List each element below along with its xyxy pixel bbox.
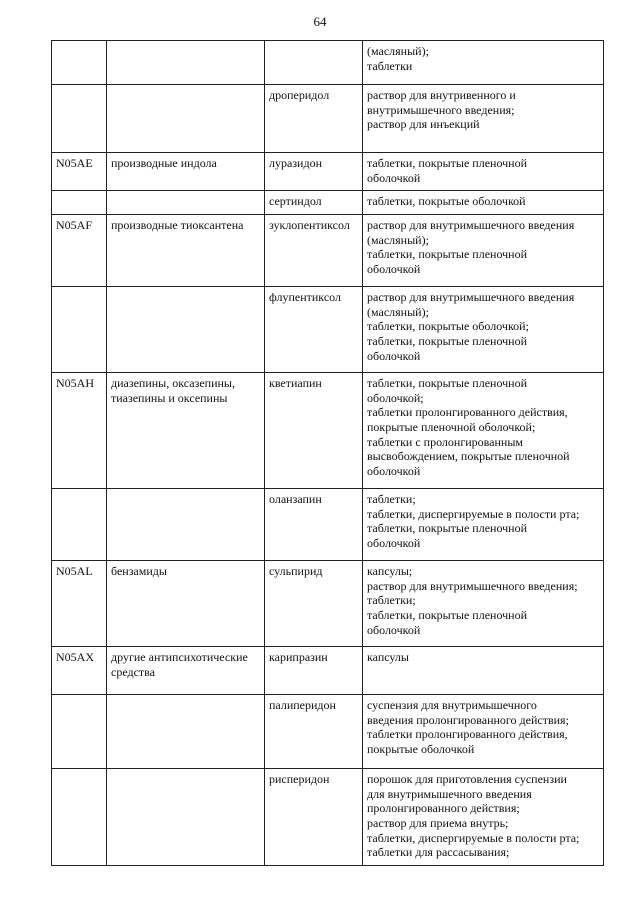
dosage-forms-cell [363, 561, 604, 647]
pharmacological-group-cell [107, 769, 265, 866]
drug-name: рисперидон [269, 772, 330, 787]
pharmacological-group-cell [107, 373, 265, 489]
dosage-form-line: таблетки; [367, 492, 416, 507]
drug-name-cell [265, 695, 363, 769]
dosage-form-line: раствор для внутримышечного введения [367, 290, 575, 305]
drug-name: сульпирид [269, 564, 323, 579]
atc-code: N05AL [56, 564, 93, 579]
dosage-form-line: оболочкой [367, 622, 421, 637]
atc-code: N05AH [56, 376, 94, 391]
drug-name-cell [265, 85, 363, 153]
dosage-form-line: оболочкой; [367, 390, 424, 405]
table-row [52, 561, 604, 647]
dosage-form-line: оболочкой [367, 170, 421, 185]
dosage-form-line: оболочкой [367, 535, 421, 550]
dosage-form-line: суспензия для внутримышечного [367, 698, 537, 713]
dosage-form-line: раствор для внутривенного и [367, 88, 516, 102]
pharmacological-group-cell [107, 153, 265, 191]
group-line: средства [111, 664, 156, 679]
dosage-forms-cell [363, 647, 604, 695]
dosage-form-line: таблетки, покрытые оболочкой; [367, 319, 529, 334]
drug-name: флупентиксол [269, 290, 341, 305]
group-line: производные индола [111, 156, 217, 170]
atc-code-cell [52, 191, 107, 215]
group-line: диазепины, оксазепины, [111, 376, 235, 391]
atc-code-cell [52, 215, 107, 287]
dosage-form-line: пролонгированного действия; [367, 801, 520, 816]
dosage-form-line: капсулы [367, 650, 409, 665]
table-row [52, 647, 604, 695]
dosage-forms-cell [363, 769, 604, 866]
table-row [52, 769, 604, 866]
dosage-form-line: капсулы; [367, 564, 413, 579]
pharmacological-group-cell [107, 489, 265, 561]
drug-name: луразидон [269, 156, 323, 170]
dosage-form-line: раствор для инъекций [367, 117, 480, 132]
dosage-form-line: покрытые оболочкой [367, 741, 475, 756]
table-row [52, 695, 604, 769]
dosage-form-line: таблетки, диспергируемые в полости рта; [367, 506, 580, 521]
dosage-form-line: введения пролонгированного действия; [367, 712, 569, 727]
drug-name-cell [265, 373, 363, 489]
table-row [52, 85, 604, 153]
group-line: другие антипсихотические [111, 650, 248, 665]
dosage-forms-cell [363, 215, 604, 287]
table-row [52, 153, 604, 191]
drug-name-cell [265, 215, 363, 287]
dosage-forms-cell [363, 287, 604, 373]
table-row [52, 489, 604, 561]
pharmacological-group-cell [107, 85, 265, 153]
drug-name: сертиндол [269, 194, 322, 209]
dosage-form-line: таблетки, диспергируемые в полости рта; [367, 830, 580, 845]
dosage-form-line: таблетки [367, 58, 413, 73]
pharmacological-group-cell [107, 287, 265, 373]
dosage-forms-cell [363, 489, 604, 561]
atc-code-cell [52, 153, 107, 191]
table-row [52, 287, 604, 373]
pharmacological-group-cell [107, 561, 265, 647]
drug-name-cell [265, 561, 363, 647]
dosage-forms-cell [363, 373, 604, 489]
dosage-form-line: таблетки для рассасывания; [367, 845, 510, 860]
page-number: 64 [313, 14, 327, 29]
dosage-form-line: оболочкой [367, 348, 421, 363]
dosage-forms-cell [363, 85, 604, 153]
dosage-forms-cell [363, 153, 604, 191]
drug-name: карипразин [269, 650, 328, 665]
drug-name-cell [265, 41, 363, 85]
dosage-form-line: (масляный); [367, 232, 429, 247]
atc-code-cell [52, 647, 107, 695]
dosage-form-line: таблетки с пролонгированным [367, 434, 524, 449]
drug-name-cell [265, 153, 363, 191]
drug-name-cell [265, 489, 363, 561]
dosage-form-line: таблетки; [367, 593, 416, 608]
dosage-form-line: таблетки, покрытые пленочной [367, 333, 528, 348]
pharmacological-group-cell [107, 41, 265, 85]
atc-code-cell [52, 489, 107, 561]
dosage-form-line: раствор для приема внутрь; [367, 815, 509, 830]
table-row [52, 215, 604, 287]
atc-code-cell [52, 373, 107, 489]
atc-code: N05AE [56, 156, 93, 170]
dosage-form-line: таблетки пролонгированного действия, [367, 727, 568, 742]
dosage-forms-cell [363, 191, 604, 215]
drug-name: оланзапин [269, 492, 322, 507]
dosage-form-line: таблетки, покрытые пленочной [367, 607, 528, 622]
atc-code: N05AF [56, 218, 93, 233]
atc-code-cell [52, 41, 107, 85]
dosage-form-line: (масляный); [367, 44, 429, 58]
dosage-form-line: раствор для внутримышечного введения [367, 218, 575, 233]
dosage-forms-cell [363, 695, 604, 769]
atc-code-cell [52, 287, 107, 373]
dosage-form-line: для внутримышечного введения [367, 786, 532, 801]
dosage-form-line: таблетки пролонгированного действия, [367, 405, 568, 420]
dosage-form-line: таблетки, покрытые оболочкой [367, 194, 526, 209]
dosage-form-line: таблетки, покрытые пленочной [367, 156, 528, 170]
pharmacological-group-cell [107, 215, 265, 287]
dosage-form-line: оболочкой [367, 463, 421, 478]
drug-name-cell [265, 191, 363, 215]
group-line: бензамиды [111, 564, 167, 579]
dosage-form-line: таблетки, покрытые пленочной [367, 247, 528, 262]
pharmacological-group-cell [107, 191, 265, 215]
pharmacological-group-cell [107, 647, 265, 695]
table-row [52, 373, 604, 489]
dosage-form-line: раствор для внутримышечного введения; [367, 578, 578, 593]
drug-name-cell [265, 287, 363, 373]
atc-code-cell [52, 561, 107, 647]
atc-code-cell [52, 695, 107, 769]
atc-code: N05AX [56, 650, 94, 665]
group-line: производные тиоксантена [111, 218, 244, 233]
dosage-form-line: покрытые пленочной оболочкой; [367, 419, 536, 434]
dosage-form-line: порошок для приготовления суспензии [367, 772, 567, 787]
dosage-form-line: таблетки, покрытые пленочной [367, 521, 528, 536]
atc-code-cell [52, 85, 107, 153]
dosage-form-line: таблетки, покрытые пленочной [367, 376, 528, 391]
dosage-form-line: внутримышечного введения; [367, 102, 515, 117]
drug-name: дроперидол [269, 88, 330, 102]
pharmacological-group-cell [107, 695, 265, 769]
drug-name: зуклопентиксол [269, 218, 350, 233]
dosage-forms-cell [363, 41, 604, 85]
dosage-form-line: (масляный); [367, 304, 429, 319]
dosage-form-line: высвобождением, покрытые пленочной [367, 449, 570, 464]
drug-name-cell [265, 647, 363, 695]
drug-name: палиперидон [269, 698, 336, 713]
dosage-form-line: оболочкой [367, 261, 421, 276]
table-row [52, 191, 604, 215]
drug-table [51, 40, 604, 866]
drug-name: кветиапин [269, 376, 322, 391]
table-row [52, 41, 604, 85]
drug-name-cell [265, 769, 363, 866]
atc-code-cell [52, 769, 107, 866]
group-line: тиазепины и оксепины [111, 390, 228, 405]
